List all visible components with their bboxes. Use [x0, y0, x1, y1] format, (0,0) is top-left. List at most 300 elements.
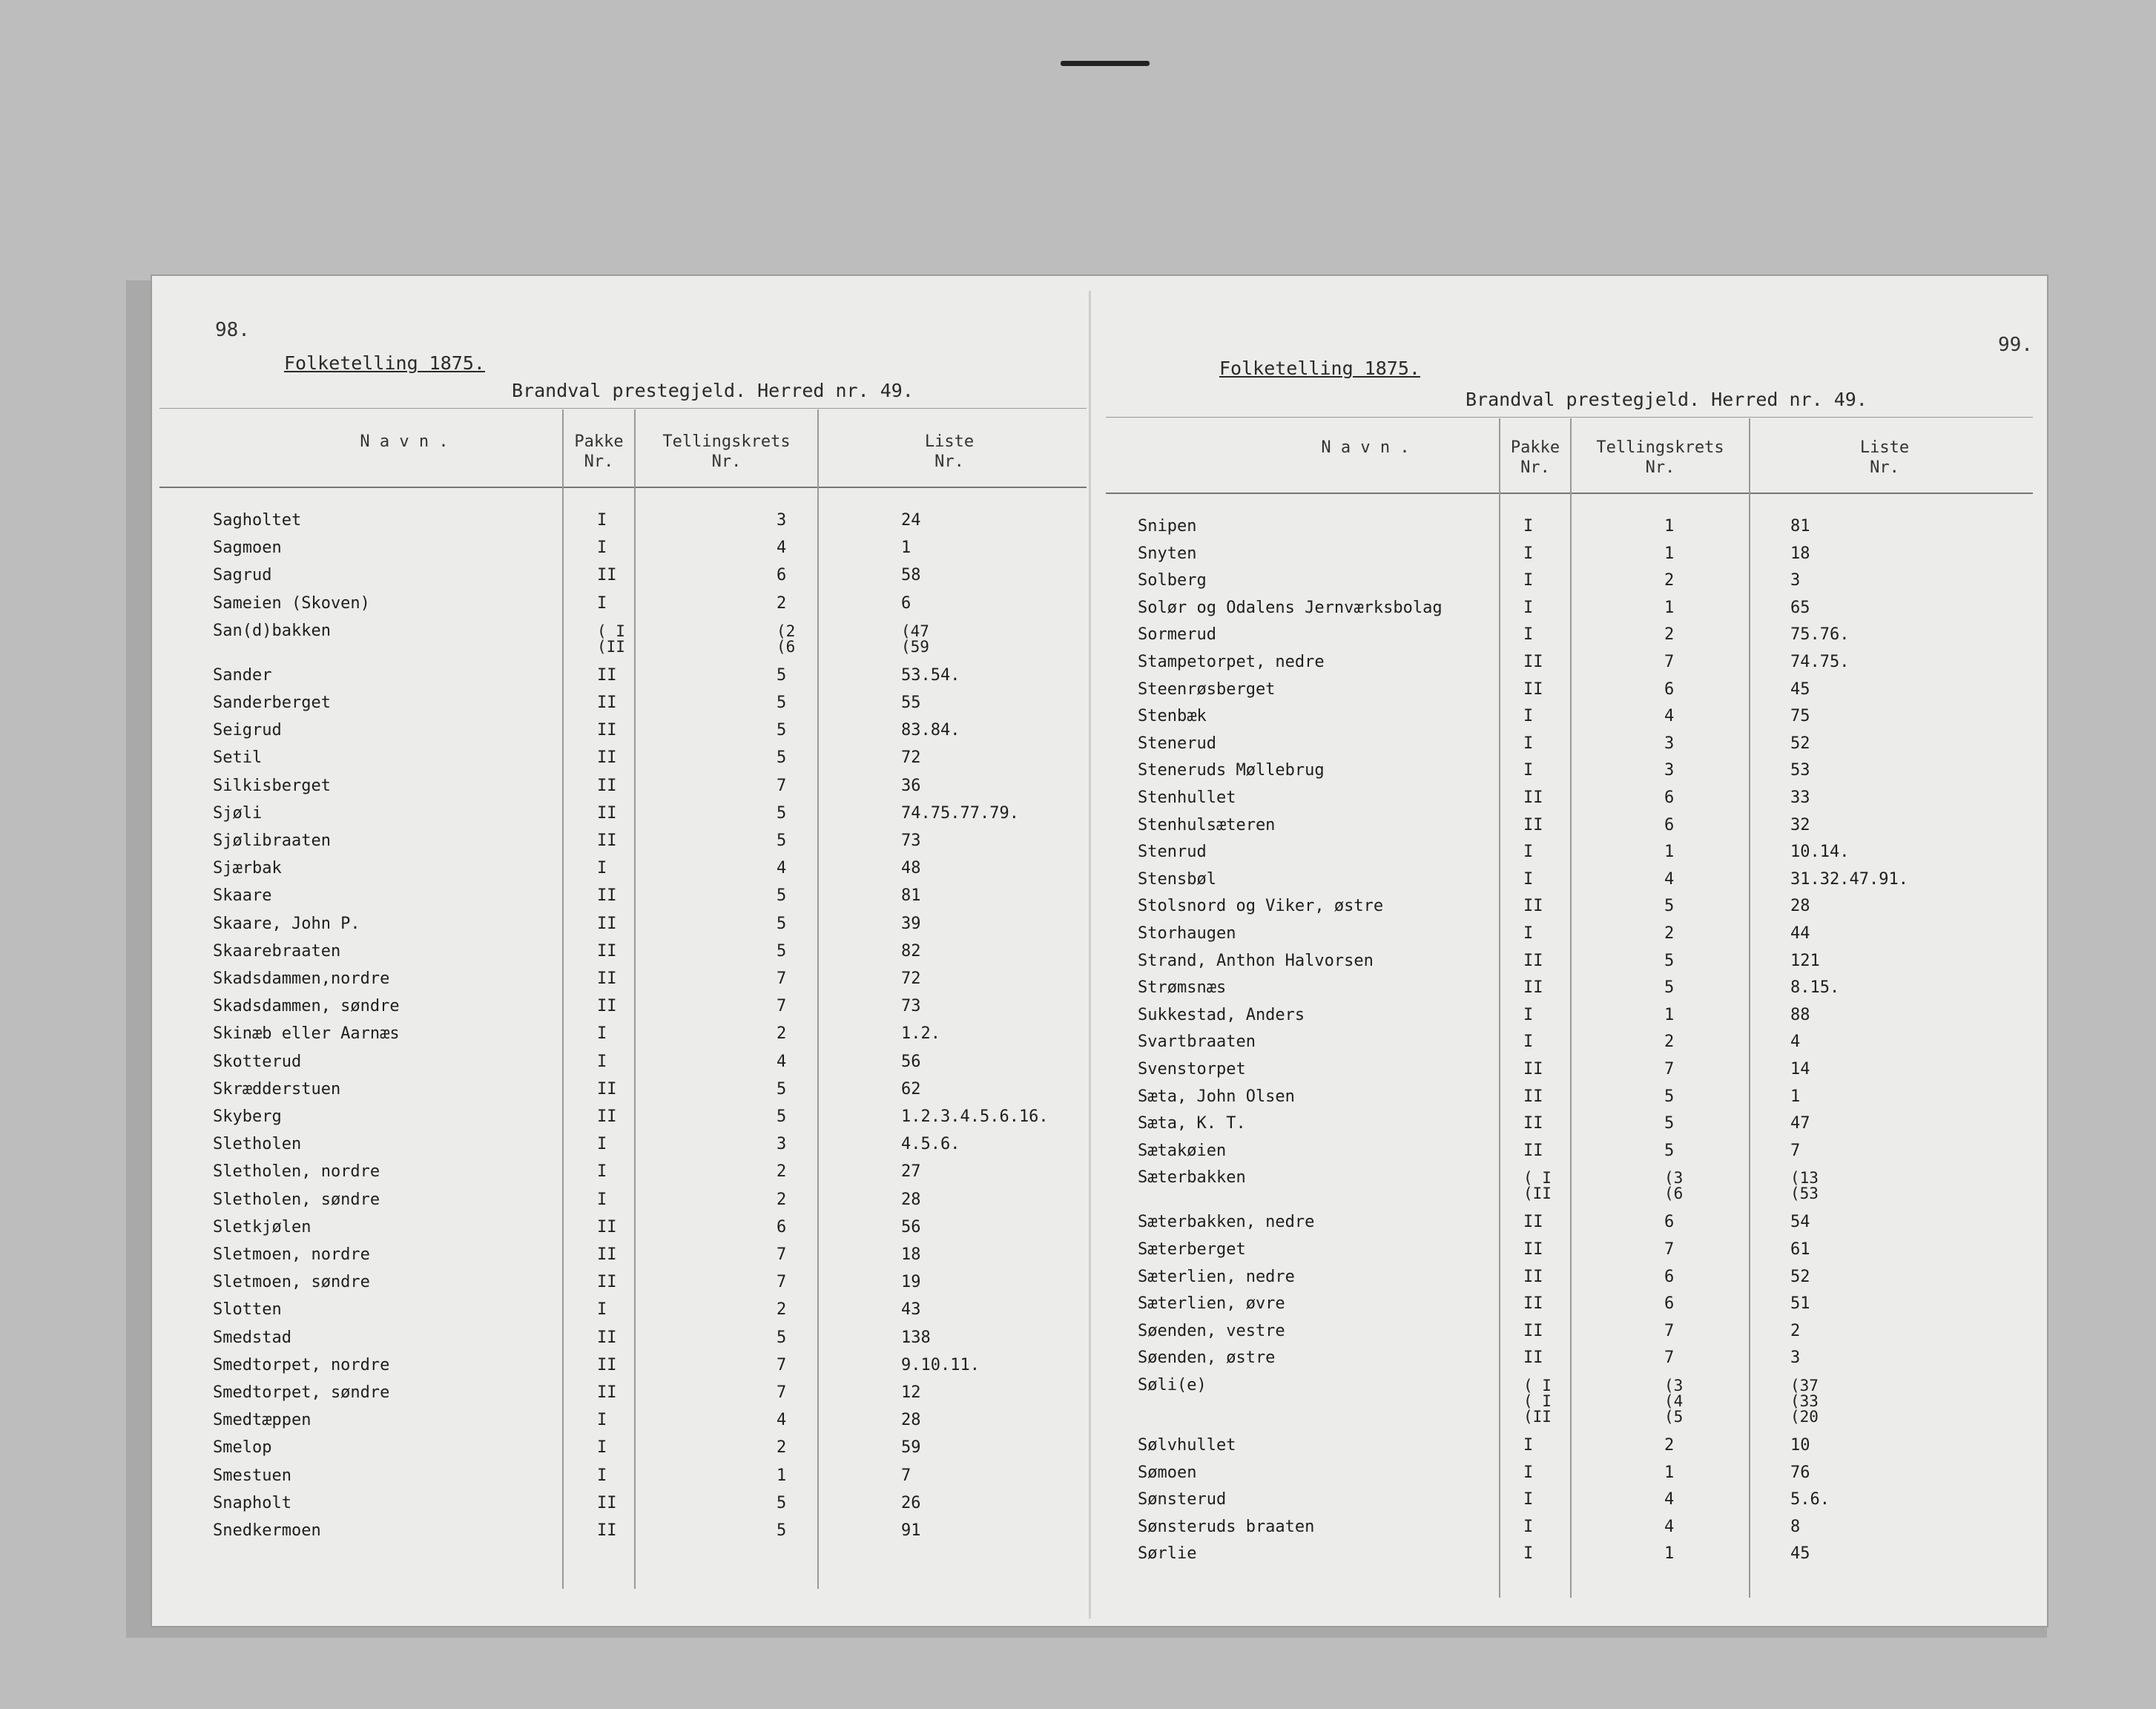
table-row — [1138, 973, 2028, 1001]
liste-nr: 1.2. — [901, 1024, 940, 1044]
table-row — [1138, 865, 2028, 892]
pakke-nr: II — [597, 748, 617, 768]
table-row — [213, 1240, 1103, 1268]
pakke-nr-part: ( I — [1523, 1169, 1552, 1188]
table-row — [1138, 1512, 2028, 1540]
table-row — [1138, 1317, 2028, 1344]
table-row — [213, 616, 1103, 661]
place-name: Sørlie — [1138, 1544, 1197, 1564]
tellingskrets-nr: 1 — [1664, 1544, 1675, 1564]
table-row — [213, 1351, 1103, 1378]
pakke-nr: I — [1523, 924, 1534, 943]
place-name: Stenhullet — [1138, 788, 1236, 807]
place-name: Søenden, vestre — [1138, 1321, 1285, 1340]
pakke-nr: II — [597, 721, 617, 740]
liste-nr: 47 — [1790, 1114, 1810, 1133]
header-bottom-rule — [159, 487, 1087, 488]
pakke-nr: I — [1523, 707, 1534, 726]
tellingskrets-nr: 7 — [777, 1383, 787, 1402]
table-row — [213, 589, 1103, 616]
tellingskrets-nr: 4 — [777, 1411, 787, 1430]
tellingskrets-nr: 5 — [777, 721, 787, 740]
tellingskrets-nr: 5 — [777, 1521, 787, 1540]
pakke-nr: II — [597, 997, 617, 1016]
tellingskrets-nr: 2 — [1664, 924, 1675, 943]
place-name: Steneruds Møllebrug — [1138, 761, 1325, 780]
liste-nr: 26 — [901, 1493, 921, 1512]
pakke-nr: I — [597, 859, 607, 878]
table-row — [1138, 593, 2028, 621]
table-row — [1138, 702, 2028, 729]
tellingskrets-nr: 2 — [777, 1190, 787, 1209]
liste-nr: 18 — [1790, 544, 1810, 563]
tellingskrets-nr: 6 — [1664, 679, 1675, 699]
tellingskrets-nr: 7 — [777, 1273, 787, 1292]
tellingskrets-nr — [1664, 1378, 1683, 1425]
pakke-nr: II — [1523, 653, 1543, 671]
tellingskrets-nr: 7 — [777, 1245, 787, 1264]
pakke-nr: I — [597, 593, 607, 613]
table-row — [1138, 1485, 2028, 1512]
liste-nr: 73 — [901, 997, 921, 1016]
table-row — [213, 533, 1103, 561]
tellingskrets-nr: 6 — [1664, 1213, 1675, 1232]
pakke-nr-part: (II — [597, 637, 625, 656]
pakke-nr: II — [1523, 1267, 1543, 1286]
liste-nr — [901, 624, 929, 655]
liste-nr-part: (59 — [901, 637, 929, 656]
pakke-nr: II — [597, 914, 617, 933]
header-bottom-rule — [1106, 493, 2033, 494]
tellingskrets-nr: 2 — [1664, 1436, 1675, 1455]
place-name: Silkisberget — [213, 776, 331, 795]
pakke-nr: II — [597, 1273, 617, 1292]
liste-nr: 1.2.3.4.5.6.16. — [901, 1107, 1049, 1126]
liste-nr: 33 — [1790, 788, 1810, 807]
liste-nr-part: (53 — [1790, 1185, 1819, 1203]
table-row — [1138, 811, 2028, 838]
liste-nr: 43 — [901, 1300, 921, 1320]
pakke-nr: I — [1523, 1436, 1534, 1455]
pakke-nr: II — [597, 1107, 617, 1126]
place-name: Stenbæk — [1138, 707, 1207, 726]
pakke-nr: I — [1523, 625, 1534, 645]
liste-nr: 54 — [1790, 1213, 1810, 1232]
table-row — [213, 1489, 1103, 1516]
pakke-nr: I — [1523, 843, 1534, 862]
pakke-nr: I — [1523, 544, 1534, 563]
pakke-nr — [1523, 1378, 1552, 1425]
pakke-nr: II — [1523, 897, 1543, 916]
table-row — [213, 1295, 1103, 1323]
pakke-nr: II — [597, 1355, 617, 1374]
place-name: Smedtæppen — [213, 1411, 311, 1430]
table-row — [213, 716, 1103, 743]
pakke-nr: II — [1523, 1087, 1543, 1106]
tellingskrets-nr: 2 — [777, 1300, 787, 1320]
table-row — [213, 1406, 1103, 1433]
table-row — [213, 854, 1103, 881]
tellingskrets-nr: 7 — [777, 969, 787, 988]
liste-nr: 65 — [1790, 598, 1810, 617]
place-name: Sletholen, nordre — [213, 1162, 380, 1182]
place-name: Strømsnæs — [1138, 978, 1227, 998]
tellingskrets-nr: 7 — [1664, 653, 1675, 671]
column-header-navn: N a v n . — [360, 432, 449, 451]
place-name: Sletkjølen — [213, 1217, 311, 1237]
column-header-liste: Liste Nr. — [1859, 438, 1910, 477]
liste-nr: 58 — [901, 566, 921, 585]
liste-nr: 1 — [1790, 1087, 1801, 1106]
tellingskrets-nr: 5 — [777, 803, 787, 823]
liste-nr: 12 — [901, 1383, 921, 1402]
pakke-nr: I — [1523, 571, 1534, 590]
tellingskrets-nr-part: (2 — [777, 622, 796, 640]
place-name: Søenden, østre — [1138, 1349, 1276, 1368]
liste-nr: 18 — [901, 1245, 921, 1264]
table-row — [213, 1130, 1103, 1157]
liste-nr: 9.10.11. — [901, 1355, 980, 1374]
census-book-spread — [152, 276, 2047, 1626]
table-row — [213, 688, 1103, 716]
place-name: Sukkestad, Anders — [1138, 1005, 1305, 1024]
liste-nr: 75 — [1790, 707, 1810, 726]
liste-nr: 82 — [901, 941, 921, 961]
tellingskrets-nr — [1664, 1170, 1683, 1202]
table-row — [1138, 1136, 2028, 1164]
tellingskrets-nr: 5 — [1664, 1141, 1675, 1160]
tellingskrets-nr: 5 — [1664, 1114, 1675, 1133]
table-row — [213, 1047, 1103, 1075]
place-name: Stolsnord og Viker, østre — [1138, 897, 1384, 916]
liste-nr: 3 — [1790, 571, 1801, 590]
place-name: Skotterud — [213, 1052, 302, 1071]
pakke-nr: I — [1523, 761, 1534, 780]
liste-nr: 51 — [1790, 1294, 1810, 1314]
liste-nr: 59 — [901, 1438, 921, 1458]
liste-nr — [1790, 1170, 1819, 1202]
tellingskrets-nr: 4 — [1664, 1490, 1675, 1509]
parish-line: Brandval prestegjeld. Herred nr. 49. — [512, 380, 914, 401]
tellingskrets-nr-part: (5 — [1664, 1408, 1684, 1426]
table-row — [213, 1019, 1103, 1047]
table-row — [213, 992, 1103, 1019]
place-name: Sæterlien, øvre — [1138, 1294, 1285, 1314]
table-row — [213, 964, 1103, 992]
tellingskrets-nr-part: (3 — [1664, 1377, 1684, 1394]
place-name: Sameien (Skoven) — [213, 593, 370, 613]
liste-nr: 72 — [901, 969, 921, 988]
table-row — [213, 1323, 1103, 1351]
place-name: Stenhulsæteren — [1138, 815, 1276, 834]
pakke-nr: I — [1523, 869, 1534, 889]
table-row — [1138, 1001, 2028, 1028]
right-page — [1091, 276, 2047, 1626]
place-name: Sagrud — [213, 566, 272, 585]
pakke-nr-part: ( I — [1523, 1377, 1552, 1394]
place-name: Skaare, John P. — [213, 914, 360, 933]
table-row — [1138, 1458, 2028, 1486]
liste-nr: 19 — [901, 1273, 921, 1292]
pakke-nr: II — [1523, 951, 1543, 970]
tellingskrets-nr: 5 — [777, 1328, 787, 1347]
table-row — [1138, 1235, 2028, 1262]
tellingskrets-nr: 7 — [777, 776, 787, 795]
census-title: Folketelling 1875. — [1219, 358, 1420, 379]
tellingskrets-nr: 3 — [777, 511, 787, 530]
pakke-nr: II — [597, 1328, 617, 1347]
place-name: Sønsterud — [1138, 1490, 1227, 1509]
liste-nr: 45 — [1790, 1544, 1810, 1564]
table-row — [1138, 1027, 2028, 1055]
top-dash-mark — [1061, 61, 1150, 66]
liste-nr: 55 — [901, 694, 921, 712]
header-top-rule — [159, 408, 1087, 409]
place-name: Stensbøl — [1138, 869, 1216, 889]
liste-nr: 32 — [1790, 815, 1810, 834]
table-row — [213, 937, 1103, 964]
table-row — [1138, 1109, 2028, 1136]
pakke-nr: II — [597, 969, 617, 988]
liste-nr: 24 — [901, 511, 921, 530]
table-row — [213, 909, 1103, 937]
tellingskrets-nr: 5 — [1664, 897, 1675, 916]
pakke-nr-part: (II — [1523, 1185, 1552, 1203]
place-name: Sæterbakken, nedre — [1138, 1213, 1315, 1232]
liste-nr: 53 — [1790, 761, 1810, 780]
table-row — [1138, 1343, 2028, 1371]
liste-nr-part: (20 — [1790, 1408, 1819, 1426]
liste-nr: 138 — [901, 1328, 931, 1347]
place-name: Strand, Anthon Halvorsen — [1138, 951, 1374, 970]
place-name: Sæta, John Olsen — [1138, 1087, 1295, 1106]
place-name: Skadsdammen,nordre — [213, 969, 390, 988]
liste-nr: 7 — [1790, 1141, 1801, 1160]
pakke-nr: II — [1523, 1294, 1543, 1314]
liste-nr: 8 — [1790, 1517, 1801, 1536]
table-row — [213, 743, 1103, 771]
liste-nr-part: (47 — [901, 622, 929, 640]
pakke-nr — [597, 624, 625, 655]
tellingskrets-nr: 5 — [777, 1107, 787, 1126]
column-header-pakke: Pakke Nr. — [574, 432, 624, 471]
pakke-nr: II — [597, 1383, 617, 1402]
tellingskrets-nr: 1 — [1664, 1005, 1675, 1024]
place-name: Sletmoen, nordre — [213, 1245, 370, 1264]
place-name: Smelop — [213, 1438, 272, 1458]
liste-nr: 91 — [901, 1521, 921, 1540]
pakke-nr: II — [1523, 1321, 1543, 1340]
table-row — [213, 799, 1103, 826]
tellingskrets-nr: 4 — [1664, 1517, 1675, 1536]
place-name: Snyten — [1138, 544, 1197, 563]
place-name: Sletholen, søndre — [213, 1190, 380, 1209]
pakke-nr: II — [1523, 679, 1543, 699]
table-row — [1138, 1163, 2028, 1208]
tellingskrets-nr: 5 — [1664, 951, 1675, 970]
tellingskrets-nr: 3 — [777, 1135, 787, 1154]
census-title: Folketelling 1875. — [284, 352, 485, 374]
place-name: Sagmoen — [213, 539, 282, 558]
tellingskrets-nr: 4 — [1664, 707, 1675, 726]
pakke-nr: I — [1523, 1005, 1534, 1024]
table-row — [1138, 1055, 2028, 1082]
liste-nr: 73 — [901, 832, 921, 850]
pakke-nr: I — [1523, 1490, 1534, 1509]
pakke-nr: II — [597, 832, 617, 850]
table-row — [1138, 919, 2028, 946]
liste-nr: 28 — [901, 1190, 921, 1209]
tellingskrets-nr: 2 — [777, 1024, 787, 1044]
table-row — [1138, 783, 2028, 811]
tellingskrets-nr: 3 — [1664, 734, 1675, 753]
place-name: Sormerud — [1138, 625, 1216, 645]
liste-nr: 10.14. — [1790, 843, 1850, 862]
liste-nr: 6 — [901, 593, 911, 613]
place-name: Snapholt — [213, 1493, 291, 1512]
table-row — [1138, 1082, 2028, 1110]
liste-nr: 88 — [1790, 1005, 1810, 1024]
pakke-nr: II — [597, 803, 617, 823]
pakke-nr: II — [1523, 1240, 1543, 1259]
pakke-nr: II — [597, 665, 617, 685]
tellingskrets-nr-part: (6 — [777, 637, 796, 656]
place-name: Sjøli — [213, 803, 263, 823]
pakke-nr-part: ( I — [597, 622, 625, 640]
place-name: Sætakøien — [1138, 1141, 1227, 1160]
table-row — [213, 771, 1103, 799]
table-row — [213, 881, 1103, 909]
place-name: Svenstorpet — [1138, 1060, 1246, 1079]
tellingskrets-nr: 7 — [1664, 1321, 1675, 1340]
pakke-nr: II — [1523, 1141, 1543, 1160]
pakke-nr: II — [597, 886, 617, 906]
table-row — [1138, 756, 2028, 783]
pakke-nr: I — [597, 1300, 607, 1320]
pakke-nr: II — [597, 1493, 617, 1512]
place-name: Skaarebraaten — [213, 941, 341, 961]
pakke-nr: II — [597, 566, 617, 585]
place-name: Stampetorpet, nedre — [1138, 653, 1325, 671]
liste-nr: 72 — [901, 748, 921, 768]
table-row — [1138, 837, 2028, 865]
header-top-rule — [1106, 417, 2033, 418]
tellingskrets-nr: 4 — [1664, 869, 1675, 889]
pakke-nr: I — [597, 1135, 607, 1154]
liste-nr: 53.54. — [901, 665, 960, 685]
liste-nr: 5.6. — [1790, 1490, 1830, 1509]
liste-nr: 74.75.77.79. — [901, 803, 1019, 823]
pakke-nr: II — [597, 1521, 617, 1540]
liste-nr: 1 — [901, 539, 911, 558]
liste-nr: 39 — [901, 914, 921, 933]
pakke-nr: I — [597, 1411, 607, 1430]
place-name: Smestuen — [213, 1466, 291, 1485]
place-name: Skadsdammen, søndre — [213, 997, 400, 1016]
tellingskrets-nr: 1 — [1664, 598, 1675, 617]
place-name: Solør og Odalens Jernværksbolag — [1138, 598, 1443, 617]
tellingskrets-nr: 1 — [1664, 517, 1675, 536]
tellingskrets-nr: 7 — [1664, 1349, 1675, 1368]
table-row — [1138, 1208, 2028, 1235]
tellingskrets-nr: 5 — [777, 694, 787, 712]
place-name: Slotten — [213, 1300, 282, 1320]
pakke-nr: I — [597, 539, 607, 558]
place-name: Steenrøsberget — [1138, 679, 1276, 699]
pakke-nr: I — [597, 1438, 607, 1458]
liste-nr: 4 — [1790, 1033, 1801, 1052]
liste-nr: 52 — [1790, 734, 1810, 753]
liste-nr: 45 — [1790, 679, 1810, 699]
liste-nr: 48 — [901, 859, 921, 878]
place-name: Sjærbak — [213, 859, 282, 878]
pakke-nr: I — [1523, 598, 1534, 617]
pakke-nr: II — [1523, 1114, 1543, 1133]
pakke-nr: II — [1523, 1060, 1543, 1079]
liste-nr — [1790, 1378, 1819, 1425]
pakke-nr: II — [1523, 1349, 1543, 1368]
place-name: Sagholtet — [213, 511, 302, 530]
liste-nr: 10 — [1790, 1436, 1810, 1455]
liste-nr: 8.15. — [1790, 978, 1840, 998]
table-row — [213, 1075, 1103, 1102]
tellingskrets-nr-part: (3 — [1664, 1169, 1684, 1188]
pakke-nr: I — [597, 511, 607, 530]
place-name: Seigrud — [213, 721, 282, 740]
tellingskrets-nr: 6 — [1664, 1294, 1675, 1314]
place-name: Skaare — [213, 886, 272, 906]
place-name: Sæterlien, nedre — [1138, 1267, 1295, 1286]
liste-nr: 52 — [1790, 1267, 1810, 1286]
tellingskrets-nr: 4 — [777, 539, 787, 558]
place-name: Solberg — [1138, 571, 1207, 590]
place-name: Storhaugen — [1138, 924, 1236, 943]
pakke-nr: I — [1523, 1544, 1534, 1564]
table-row — [213, 1185, 1103, 1213]
tellingskrets-nr: 6 — [777, 566, 787, 585]
place-name: Sletholen — [213, 1135, 302, 1154]
place-name: Sanderberget — [213, 694, 331, 712]
tellingskrets-nr: 6 — [777, 1217, 787, 1237]
table-row — [213, 826, 1103, 854]
tellingskrets-nr: 5 — [777, 748, 787, 768]
column-header-liste: Liste Nr. — [924, 432, 975, 471]
pakke-nr: II — [597, 694, 617, 712]
tellingskrets-nr: 2 — [1664, 625, 1675, 645]
pakke-nr-part: ( I — [1523, 1392, 1552, 1410]
pakke-nr: I — [1523, 1033, 1534, 1052]
table-row — [1138, 946, 2028, 974]
tellingskrets-nr: 2 — [1664, 1033, 1675, 1052]
place-name: Sæta, K. T. — [1138, 1114, 1246, 1133]
liste-nr: 28 — [1790, 897, 1810, 916]
liste-nr: 44 — [1790, 924, 1810, 943]
table-row — [213, 1461, 1103, 1489]
place-name: Sæterberget — [1138, 1240, 1246, 1259]
tellingskrets-nr: 1 — [1664, 843, 1675, 862]
table-row — [1138, 1371, 2028, 1431]
place-name: Smedtorpet, nordre — [213, 1355, 390, 1374]
pakke-nr: II — [1523, 815, 1543, 834]
liste-nr: 2 — [1790, 1321, 1801, 1340]
tellingskrets-nr: 5 — [1664, 1087, 1675, 1106]
parish-line: Brandval prestegjeld. Herred nr. 49. — [1466, 389, 1867, 410]
place-name: Sæterbakken — [1138, 1168, 1246, 1188]
tellingskrets-nr: 7 — [1664, 1060, 1675, 1079]
tellingskrets-nr: 5 — [777, 1493, 787, 1512]
table-row — [213, 1102, 1103, 1130]
pakke-nr: I — [597, 1466, 607, 1485]
